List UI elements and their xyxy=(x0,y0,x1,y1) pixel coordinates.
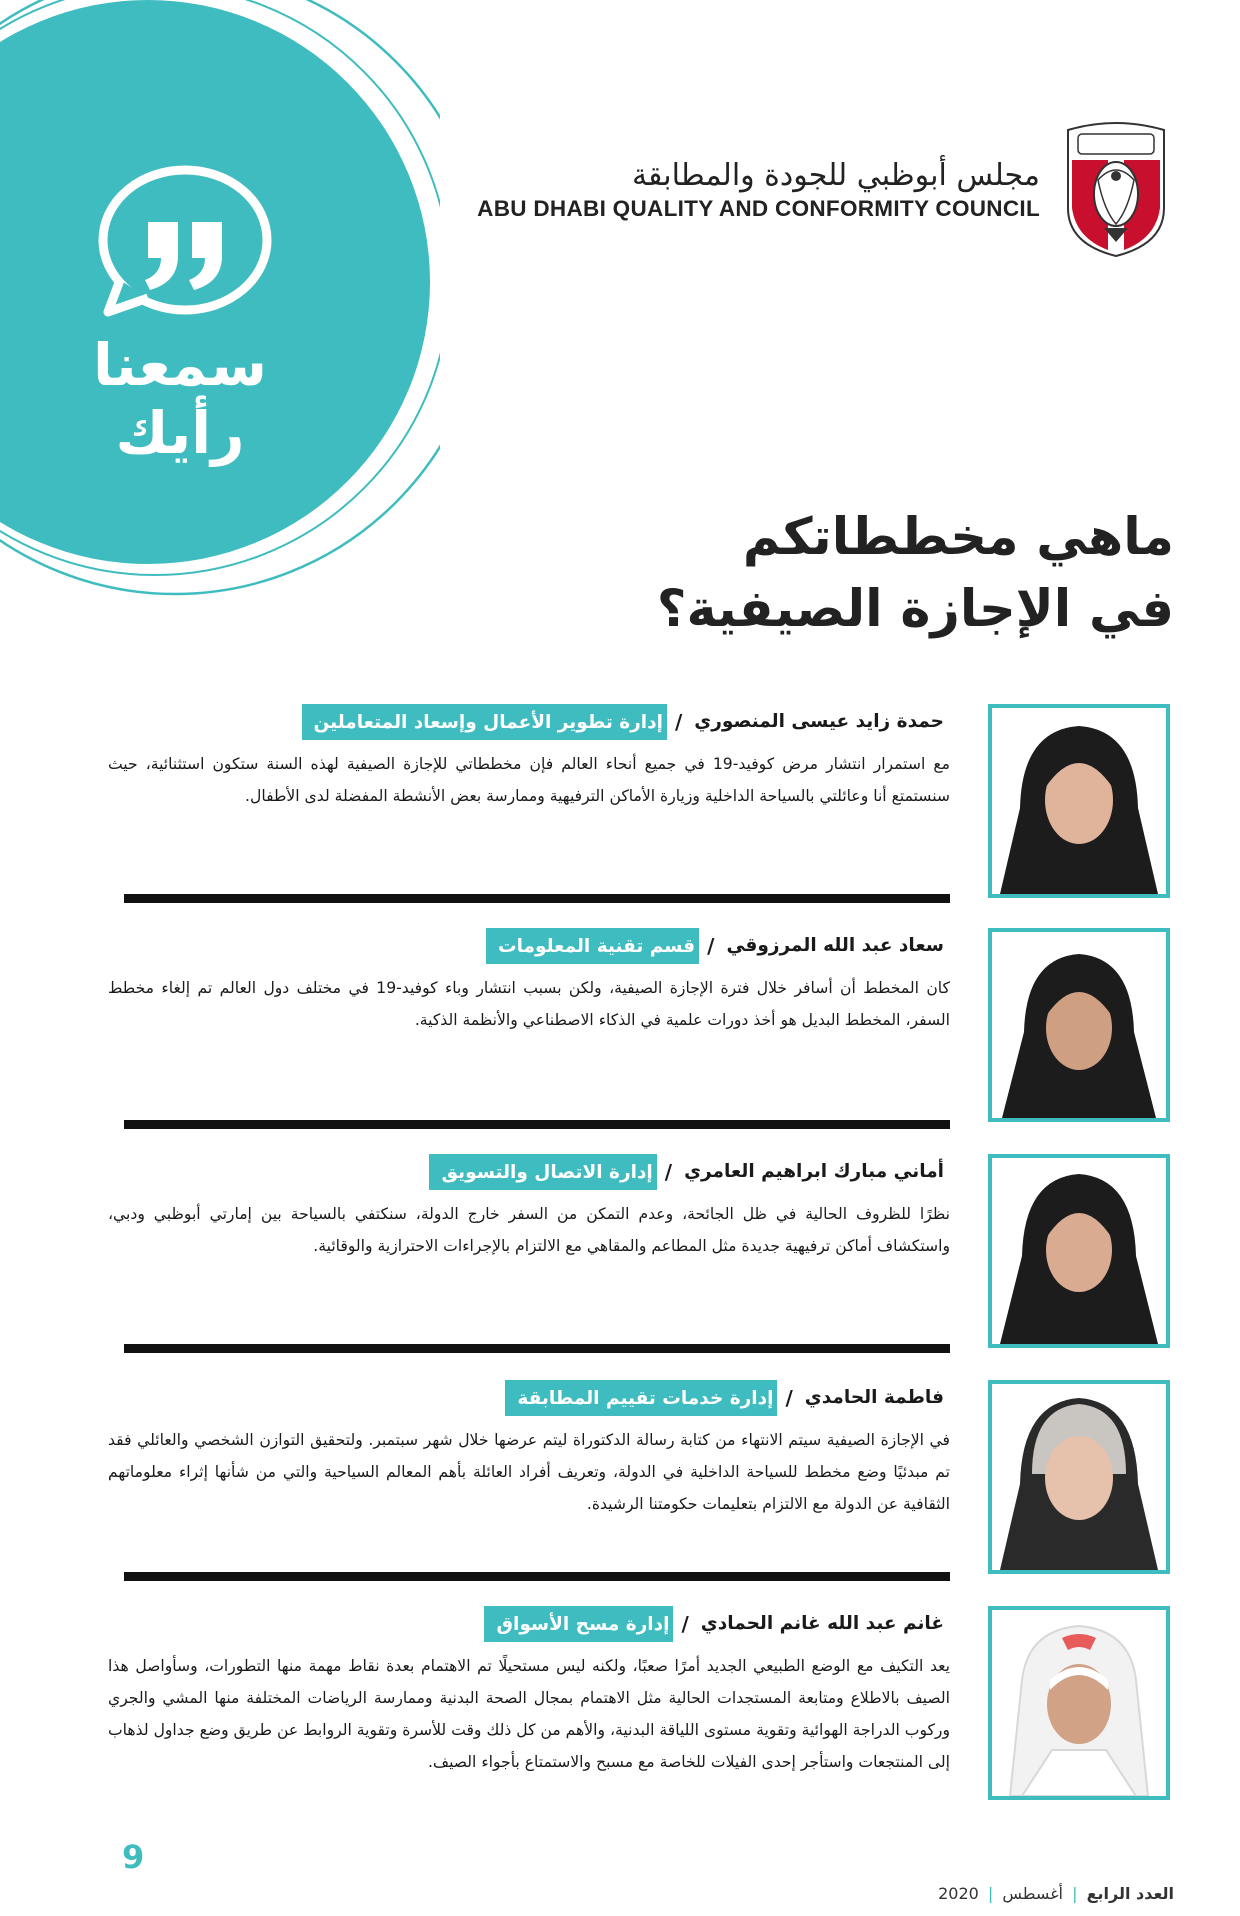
issue-info xyxy=(938,1884,1174,1903)
page-title xyxy=(614,502,1174,646)
entry-text: نظرًا للظروف الحالية في ظل الجائحة، وعدم التمكن من السفر خارج الدولة، سنكتفي بالسياحة بين إمارتي أبوظبي ودبي، واستكشاف أماكن ترفيهية جديدة مثل المطاعم والمقاهي مع الالتزام بالإجراءات الاحترازية والوقائية. xyxy=(108,1205,950,1255)
entry-text: في الإجازة الصيفية سيتم الانتهاء من كتابة رسالة الدكتوراة ليتم عرضها خلال شهر سبتمبر. ولتحقيق التوازن الشخصي والعائلي فقد تم مبدئيًا وضع مخطط للسياحة الداخلية في الدولة، وتعريف أفراد العائلة بأهم المعالم السياحية والتي من شأنها إثراء معلوماتهم الثقافية عن الدولة مع الالتزام بتعليمات حكومتنا الرشيدة. xyxy=(108,1431,950,1513)
issue-month: أغسطس xyxy=(1002,1884,1063,1903)
issue-year: 2020 xyxy=(938,1884,979,1903)
entry-separator: / xyxy=(657,1154,680,1190)
page-title-line-1: ماهي مخططاتكم xyxy=(742,508,1174,567)
entry-separator: / xyxy=(699,928,722,964)
entry-department: إدارة مسح الأسواق xyxy=(496,1613,670,1635)
page-number: 9 xyxy=(122,1838,145,1876)
divider xyxy=(124,1572,950,1581)
entry-department: إدارة الاتصال والتسويق xyxy=(441,1161,653,1183)
entry-separator: / xyxy=(673,1606,696,1642)
badge-decoration xyxy=(0,0,440,640)
entry-department: إدارة خدمات تقييم المطابقة xyxy=(517,1387,774,1409)
logo-english-text: ABU DHABI QUALITY AND CONFORMITY COUNCIL xyxy=(477,196,1040,221)
entry-heading xyxy=(486,928,950,964)
entry-separator: / xyxy=(667,704,690,740)
divider xyxy=(124,894,950,903)
badge-line-1: سمعنا xyxy=(92,331,268,399)
badge-line-2: رأيك xyxy=(115,399,245,467)
entry-4 xyxy=(0,1380,1240,1596)
issue-separator: | xyxy=(987,1884,994,1903)
entry-department: قسم تقنية المعلومات xyxy=(497,935,696,957)
entry-name: سعاد عبد الله المرزوقي xyxy=(722,928,950,964)
entry-1 xyxy=(0,704,1240,920)
entry-text: مع استمرار انتشار مرض كوفيد-19 في جميع أنحاء العالم فإن مخططاتي للإجازة الصيفية لهذه السنة ستكون استثنائية، حيث سنستمتع أنا وعائلتي بالسياحة الداخلية وزيارة الأماكن الترفيهية وممارسة بعض الأنشطة المفضلة لدى الأطفال. xyxy=(108,755,950,805)
entry-separator: / xyxy=(777,1380,800,1416)
divider xyxy=(124,1120,950,1129)
entry-name: حمدة زايد عيسى المنصوري xyxy=(690,704,950,740)
entry-heading xyxy=(484,1606,950,1642)
entry-text: يعد التكيف مع الوضع الطبيعي الجديد أمرًا صعبًا، ولكنه ليس مستحيلًا تم الاهتمام بعدة نقاط مهمة منها التطورات، وسأواصل هذا الصيف بالاطلاع ومتابعة المستجدات الحالية مثل الاهتمام بمجال الصحة البدنية وممارسة الرياضات المختلفة منها المشي والجري وركوب الدراجة الهوائية وتقوية مستوى اللياقة البدنية، والأهم من كل ذلك وقت للأسرة وتقوية الروابط عن طريق وضع جداول لذهاب إلى المنتجعات واستأجر إحدى الفيلات للخاصة مع مسبح والاستمتاع بأجواء الصيف. xyxy=(108,1657,950,1771)
logo-arabic-text: مجلس أبوظبي للجودة والمطابقة xyxy=(631,158,1040,193)
person-photo xyxy=(988,1154,1170,1348)
entry-text: كان المخطط أن أسافر خلال فترة الإجازة الصيفية، ولكن بسبب انتشار وباء كوفيد-19 في مختلف دول العالم تم إلغاء مخطط السفر، المخطط البديل هو أخذ دورات علمية في الذكاء الاصطناعي والأنظمة الذكية. xyxy=(108,979,950,1029)
entry-name: أماني مبارك ابراهيم العامري xyxy=(680,1154,950,1190)
issue-label: العدد الرابع xyxy=(1086,1884,1174,1903)
person-photo xyxy=(988,1380,1170,1574)
divider xyxy=(124,1344,950,1353)
entry-name: غانم عبد الله غانم الحمادي xyxy=(697,1606,950,1642)
entry-3 xyxy=(0,1154,1240,1370)
person-photo xyxy=(988,1606,1170,1800)
person-photo xyxy=(988,928,1170,1122)
falcon-emblem-icon xyxy=(1058,120,1174,260)
entry-5 xyxy=(0,1606,1240,1822)
person-photo xyxy=(988,704,1170,898)
entry-2 xyxy=(0,928,1240,1144)
entry-heading xyxy=(429,1154,950,1190)
entry-department: إدارة تطوير الأعمال وإسعاد المتعاملين xyxy=(313,711,663,733)
issue-separator: | xyxy=(1072,1884,1078,1903)
page-title-line-2: في الإجازة الصيفية؟ xyxy=(656,580,1174,639)
entry-name: فاطمة الحامدي xyxy=(801,1380,950,1416)
entry-heading xyxy=(505,1380,950,1416)
entry-heading xyxy=(302,704,950,740)
